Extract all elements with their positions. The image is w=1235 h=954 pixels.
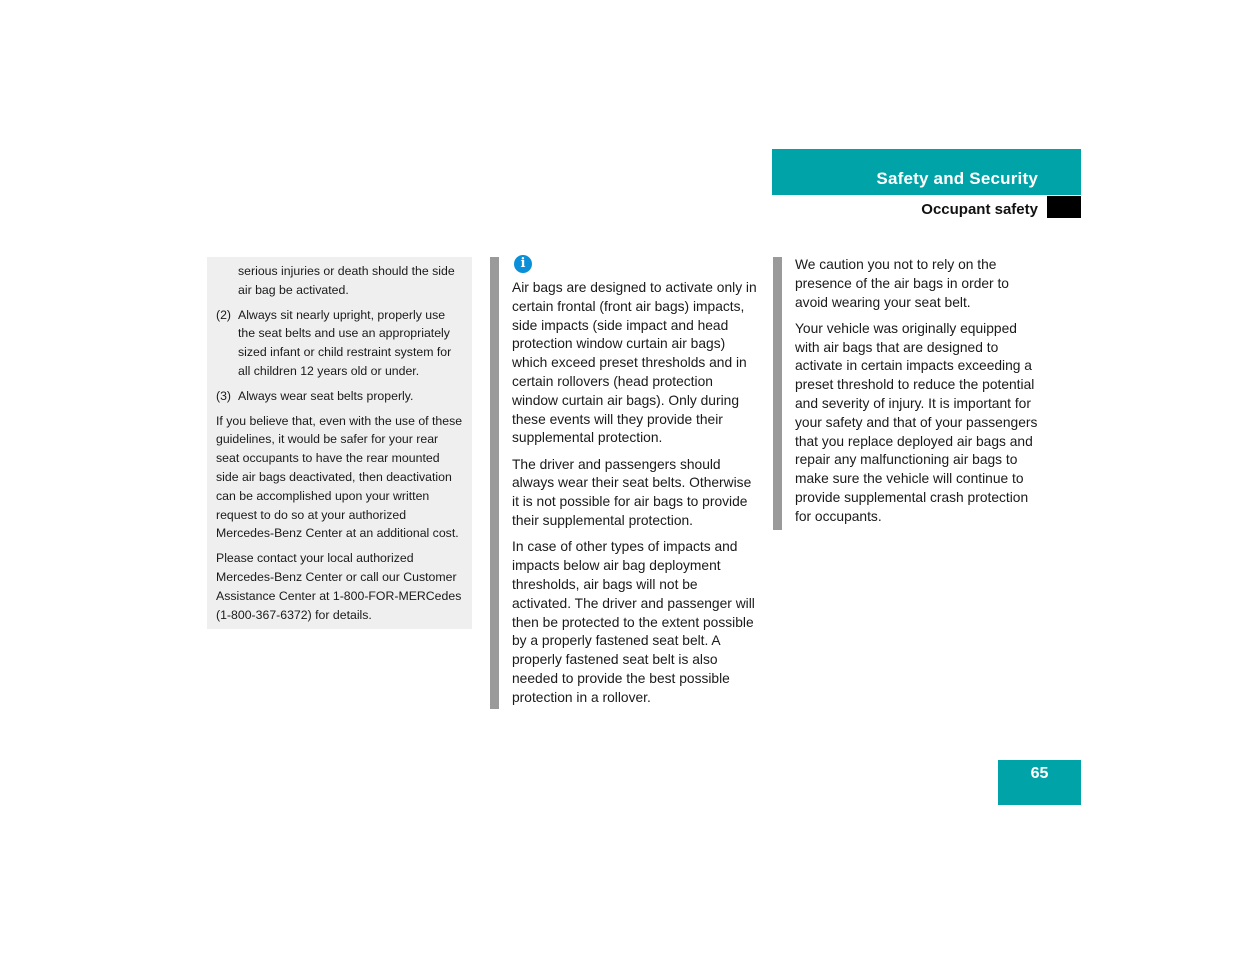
list-item-number: (2) xyxy=(216,307,232,322)
section-title: Safety and Security xyxy=(876,169,1038,188)
body-paragraph: In case of other types of impacts and impacts below air bag deployment thresholds, air bags will not be activated. The driver and passenger will then be protected to the extent possible by a properly fastened seat belt. A properly fastened seat belt is also needed to provide the best possible protection in a rollover. xyxy=(512,539,755,705)
note-paragraph: If you believe that, even with the use of these guidelines, it would be safer for your rear seat occupants to have the rear mounted side air bags deactivated, then deactivation can be accomplished upon your written request to do so at your authorized Mercedes-Benz Center at an additional cost. xyxy=(216,413,463,541)
body-paragraph: The driver and passengers should always wear their seat belts. Otherwise it is not possible for air bags to provide their supplemental protection. xyxy=(512,456,752,529)
body-paragraph: We caution you not to rely on the presence of the air bags in order to avoid wearing your seat belt. xyxy=(795,257,1009,310)
list-item-number: (3) xyxy=(216,388,232,403)
subsection-marker xyxy=(1047,196,1081,218)
column-side-bar xyxy=(490,257,499,709)
column-side-bar xyxy=(773,257,782,530)
caution-column xyxy=(795,256,1043,534)
info-column xyxy=(512,253,760,715)
body-paragraph: Air bags are designed to activate only in certain frontal (front air bags) impacts, side impacts (side impact and head protection window curtain air bags) which exceed preset thresholds and in certain rollovers (head protection window curtain air bags). Only during these events will they provide their supplemental protection. xyxy=(512,280,757,446)
list-item-text: Always wear seat belts properly. xyxy=(238,388,414,403)
page-number: 65 xyxy=(1030,765,1049,782)
info-icon: i xyxy=(514,255,532,273)
section-header-band xyxy=(772,149,1081,195)
subsection-title: Occupant safety xyxy=(921,201,1038,218)
note-paragraph: Please contact your local authorized Mercedes-Benz Center or call our Customer Assistance Center at 1-800-FOR-MERCedes (1-800-367-6372) for details. xyxy=(216,551,462,622)
page-number-box xyxy=(998,760,1081,805)
note-continuation: serious injuries or death should the side air bag be activated. xyxy=(238,264,455,297)
body-paragraph: Your vehicle was originally equipped with air bags that are designed to activate in certain impacts exceeding a preset threshold to reduce the potential and severity of injury. It is important for your safety and that of your passengers that you replace deployed air bags and repair any malfunctioning air bags to make sure the vehicle will continue to provide supplemental crash protection for occupants. xyxy=(795,320,1038,524)
list-item xyxy=(216,306,463,381)
list-item xyxy=(216,387,463,406)
warning-note-box xyxy=(207,257,472,629)
list-item-text: Always sit nearly upright, properly use the seat belts and use an appropriately sized infant or child restraint system for all children 12 years old or under. xyxy=(238,307,452,378)
subsection-header xyxy=(772,195,1081,219)
